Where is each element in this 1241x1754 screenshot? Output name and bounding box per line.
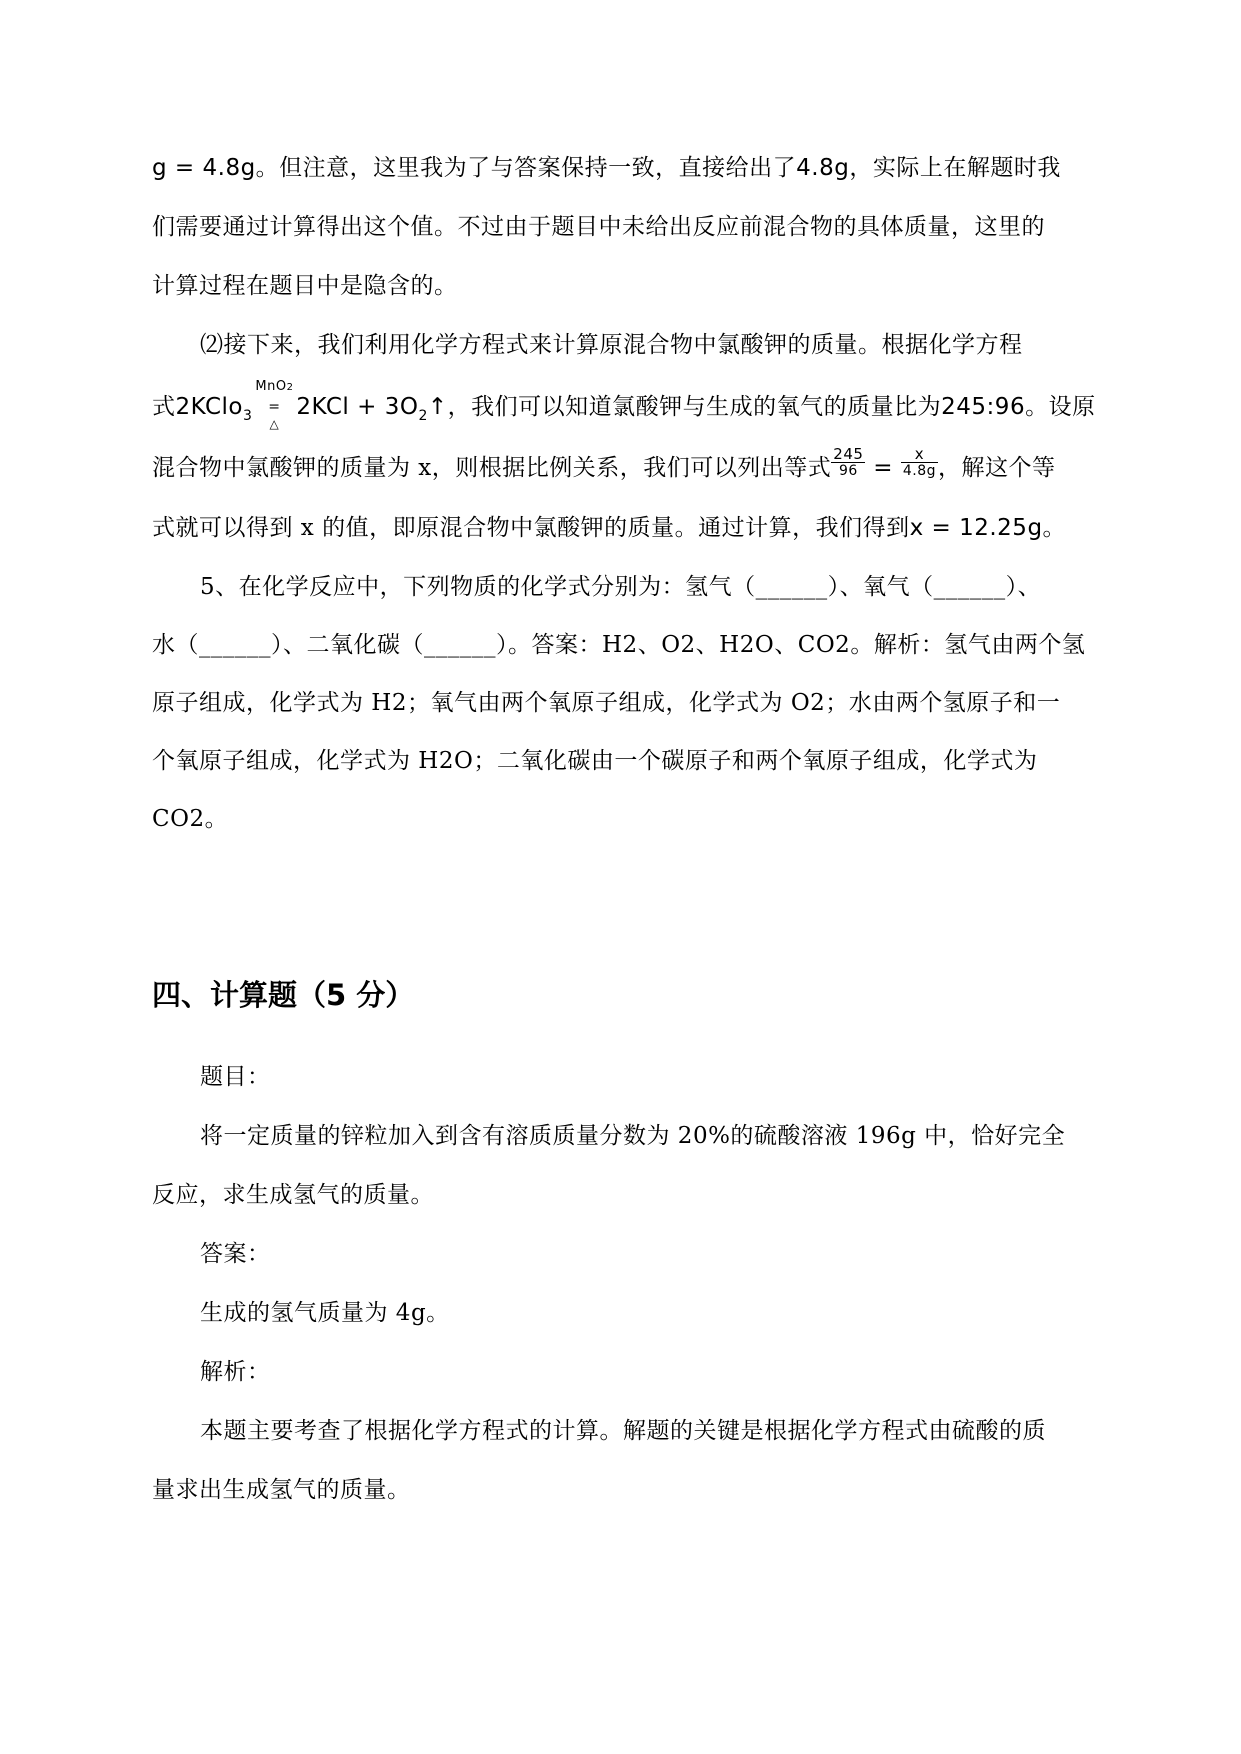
text-run: 。设原 <box>1025 394 1096 420</box>
paragraph-line <box>152 148 1061 188</box>
section-heading: 四、计算题（5 分） <box>152 978 415 1012</box>
math-expression: g = 4.8g <box>152 155 256 181</box>
paragraph-line: 解析： <box>200 1359 271 1385</box>
product-formula: $2KCl + 3O_2↑$ <box>296 394 448 424</box>
reaction-condition <box>252 379 296 431</box>
paragraph-line: 们需要通过计算得出这个值。不过由于题目中未给出反应前混合物的具体质量，这里的 <box>152 214 1045 240</box>
fraction: $\frac{x}{4.8g}$ <box>902 445 936 479</box>
fraction: $\frac{245}{96}$ <box>833 445 864 479</box>
reaction-equals: = <box>268 399 281 415</box>
text-run: 。但注意，这里我为了与答案保持一致，直接给出了 <box>255 155 797 181</box>
paragraph-line: 将一定质量的锌粒加入到含有溶质质量分数为 20%的硫酸溶液 196g 中，恰好完全 <box>200 1123 1066 1149</box>
paragraph-line: 题目： <box>200 1064 271 1090</box>
mass-ratio: 245:96 <box>941 394 1026 420</box>
paragraph-line: CO2。 <box>152 806 229 832</box>
text-run: 式就可以得到 x 的值，即原混合物中氯酸钾的质量。通过计算，我们得到 <box>152 515 910 541</box>
paragraph-line: 5、在化学反应中，下列物质的化学式分别为：氢气（______）、氧气（______）、 <box>200 574 1042 600</box>
paragraph-line: 水（______）、二氧化碳（______）。答案：H2、O2、H2O、CO2。解析：氢气由两个氢 <box>152 632 1086 658</box>
paragraph-line: ⑵接下来，我们利用化学方程式来计算原混合物中氯酸钾的质量。根据化学方程 <box>200 332 1023 358</box>
paragraph-line: 量求出生成氢气的质量。 <box>152 1477 411 1503</box>
heat-symbol: △ <box>269 417 280 431</box>
text-run: ，解这个等 <box>938 455 1056 481</box>
paragraph-line: 个氧原子组成，化学式为 H2O；二氧化碳由一个碳原子和两个氧原子组成，化学式为 <box>152 748 1038 774</box>
equals-sign: = <box>865 455 901 481</box>
text-run: 混合物中氯酸钾的质量为 x，则根据比例关系，我们可以列出等式 <box>152 455 832 481</box>
math-expression: x = 12.25g <box>909 515 1043 541</box>
proportion-line <box>152 445 1056 488</box>
chemical-equation-line <box>152 379 1096 431</box>
paragraph-line: 答案： <box>200 1241 271 1267</box>
paragraph-line: 计算过程在题目中是隐含的。 <box>152 273 458 299</box>
paragraph-line: 生成的氢气质量为 4g。 <box>200 1300 450 1326</box>
text-run: 。 <box>1042 515 1067 541</box>
paragraph-line: 本题主要考查了根据化学方程式的计算。解题的关键是根据化学方程式由硫酸的质 <box>200 1418 1046 1444</box>
gas-arrow-icon: ↑ <box>427 394 448 420</box>
text-run: ，我们可以知道氯酸钾与生成的氧气的质量比为 <box>447 394 942 420</box>
paragraph-line: 原子组成，化学式为 H2；氧气由两个氧原子组成，化学式为 O2；水由两个氢原子和一 <box>152 690 1061 716</box>
reactant-formula: 2KClo$_3$ <box>175 394 253 424</box>
paragraph-line: 反应，求生成氢气的质量。 <box>152 1182 434 1208</box>
text-run: 式 <box>152 394 176 420</box>
math-expression: 4.8g <box>796 155 850 181</box>
paragraph-line <box>152 508 1066 548</box>
text-run: ，实际上在解题时我 <box>849 155 1061 181</box>
catalyst-label: MnO2 <box>255 379 294 394</box>
